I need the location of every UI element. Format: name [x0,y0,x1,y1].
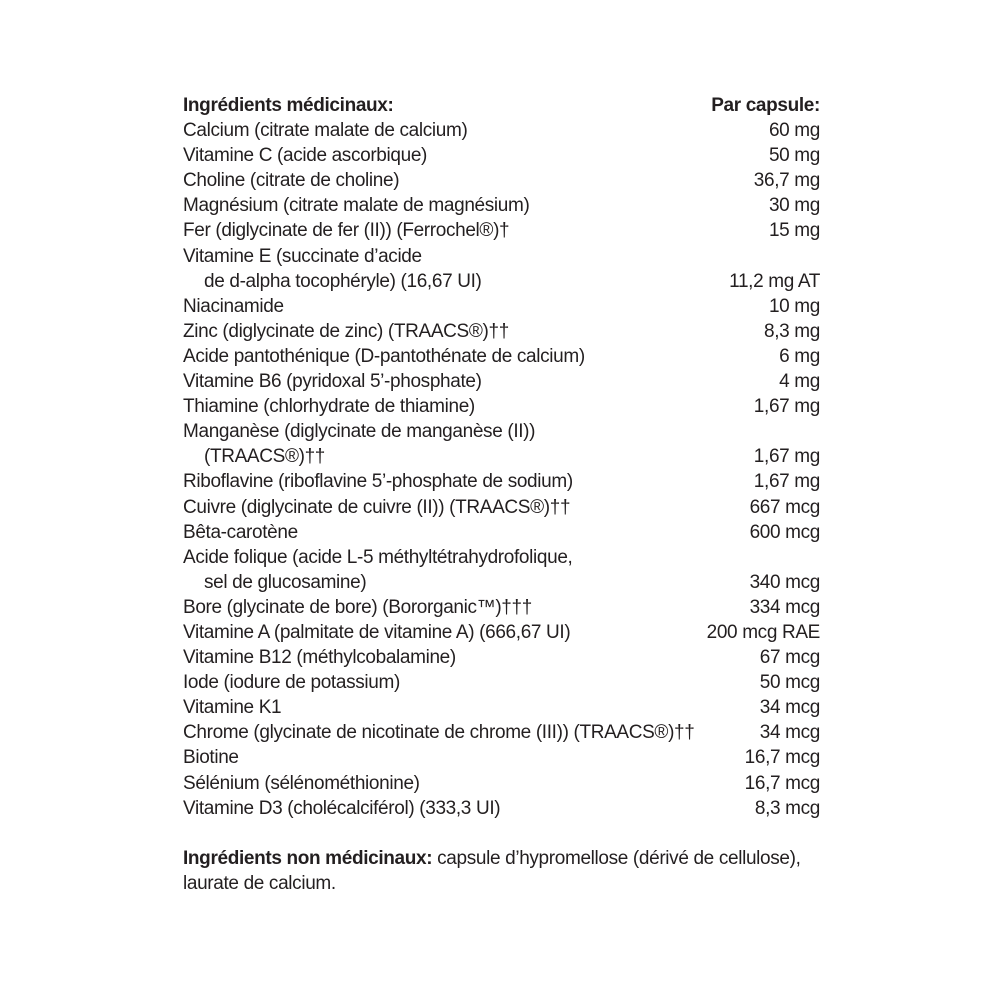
ingredient-amount: 34 mcg [759,697,820,719]
ingredient-amount: 34 mcg [759,722,820,744]
ingredient-name: Biotine [183,747,239,769]
medicinal-ingredients-heading: Ingrédients médicinaux: [183,95,394,116]
ingredient-row [183,244,820,294]
ingredient-name: Bêta-carotène [183,521,298,543]
ingredient-name: Niacinamide [183,295,284,317]
ingredient-row [183,218,820,243]
non-medicinal-line1 [183,846,820,871]
ingredient-name: Fer (diglycinate de fer (II)) (Ferrochel®)† [183,220,510,242]
ingredient-name: Sélénium (sélénométhionine) [183,772,420,794]
ingredient-row [183,319,820,344]
ingredient-name: Vitamine D3 (cholécalciférol) (333,3 UI) [183,797,501,819]
ingredient-amount: 1,67 mg [753,446,820,468]
ingredient-row [183,369,820,394]
ingredient-amount: 36,7 mg [753,170,820,192]
ingredient-rows [183,118,820,821]
ingredient-name: Riboflavine (riboflavine 5’-phosphate de sodium) [183,471,573,493]
ingredient-row [183,796,820,821]
non-medicinal-text: capsule d’hypromellose (dérivé de cellulose), [432,847,801,869]
ingredient-name: Zinc (diglycinate de zinc) (TRAACS®)†† [183,320,509,342]
ingredient-name: Acide pantothénique (D-pantothénate de calcium) [183,345,585,367]
ingredient-amount: 67 mcg [759,647,820,669]
ingredient-name: Chrome (glycinate de nicotinate de chrome (III)) (TRAACS®)†† [183,722,695,744]
ingredient-row [183,193,820,218]
ingredient-name: Vitamine E (succinate d’acide de d-alpha tocophéryle) (16,67 UI) [183,245,482,292]
ingredient-amount: 10 mg [768,295,820,317]
ingredient-name: Cuivre (diglycinate de cuivre (II)) (TRAACS®)†† [183,496,571,518]
ingredient-name: Vitamine K1 [183,697,282,719]
ingredient-amount: 60 mg [768,120,820,142]
ingredient-amount: 1,67 mg [753,471,820,493]
ingredient-amount: 200 mcg RAE [706,621,820,643]
ingredient-name: Bore (glycinate de bore) (Bororganic™)††† [183,596,532,618]
ingredient-amount: 334 mcg [749,596,820,618]
ingredient-amount: 16,7 mcg [744,772,820,794]
ingredient-row [183,771,820,796]
ingredient-row [183,720,820,745]
ingredient-row [183,168,820,193]
ingredient-row [183,545,820,595]
ingredients-header [183,93,820,118]
ingredient-row [183,469,820,494]
ingredient-amount: 1,67 mg [753,396,820,418]
ingredient-amount: 15 mg [768,220,820,242]
non-medicinal-line2: laurate de calcium. [183,872,336,894]
ingredient-row [183,344,820,369]
ingredient-name: Vitamine B12 (méthylcobalamine) [183,647,456,669]
ingredient-amount: 50 mg [768,145,820,167]
ingredient-name: Vitamine C (acide ascorbique) [183,145,428,167]
ingredient-amount: 11,2 mg AT [729,270,820,292]
ingredient-row [183,595,820,620]
ingredient-name: Magnésium (citrate malate de magnésium) [183,195,530,217]
ingredient-row [183,118,820,143]
ingredient-name: Manganèse (diglycinate de manganèse (II)) (TRAACS®)†† [183,421,536,468]
ingredient-row [183,143,820,168]
ingredient-row [183,294,820,319]
ingredient-name: Choline (citrate de choline) [183,170,400,192]
ingredient-row [183,645,820,670]
ingredient-name: Thiamine (chlorhydrate de thiamine) [183,396,475,418]
ingredient-row [183,695,820,720]
ingredient-amount: 16,7 mcg [744,747,820,769]
ingredient-row [183,495,820,520]
ingredient-amount: 4 mg [779,371,820,393]
ingredient-amount: 340 mcg [749,571,820,593]
ingredient-row [183,394,820,419]
non-medicinal-section [183,846,820,896]
ingredient-row [183,670,820,695]
ingredient-amount: 30 mg [768,195,820,217]
ingredient-row [183,520,820,545]
per-capsule-heading: Par capsule: [711,95,820,116]
ingredient-amount: 667 mcg [749,496,820,518]
ingredient-name: Acide folique (acide L-5 méthyltétrahydrofolique, sel de glucosamine) [183,546,573,593]
non-medicinal-heading: Ingrédients non médicinaux: [183,847,433,869]
ingredient-amount: 8,3 mg [764,320,820,342]
ingredient-name: Vitamine B6 (pyridoxal 5’-phosphate) [183,371,482,393]
ingredients-panel [183,93,820,896]
ingredient-row [183,745,820,770]
ingredient-row [183,419,820,469]
ingredient-amount: 8,3 mcg [754,797,820,819]
ingredient-name: Calcium (citrate malate de calcium) [183,120,468,142]
ingredient-name: Iode (iodure de potassium) [183,672,400,694]
ingredient-amount: 6 mg [779,345,820,367]
ingredient-name: Vitamine A (palmitate de vitamine A) (666,67 UI) [183,621,571,643]
ingredient-amount: 600 mcg [749,521,820,543]
ingredient-amount: 50 mcg [759,672,820,694]
ingredient-row [183,620,820,645]
